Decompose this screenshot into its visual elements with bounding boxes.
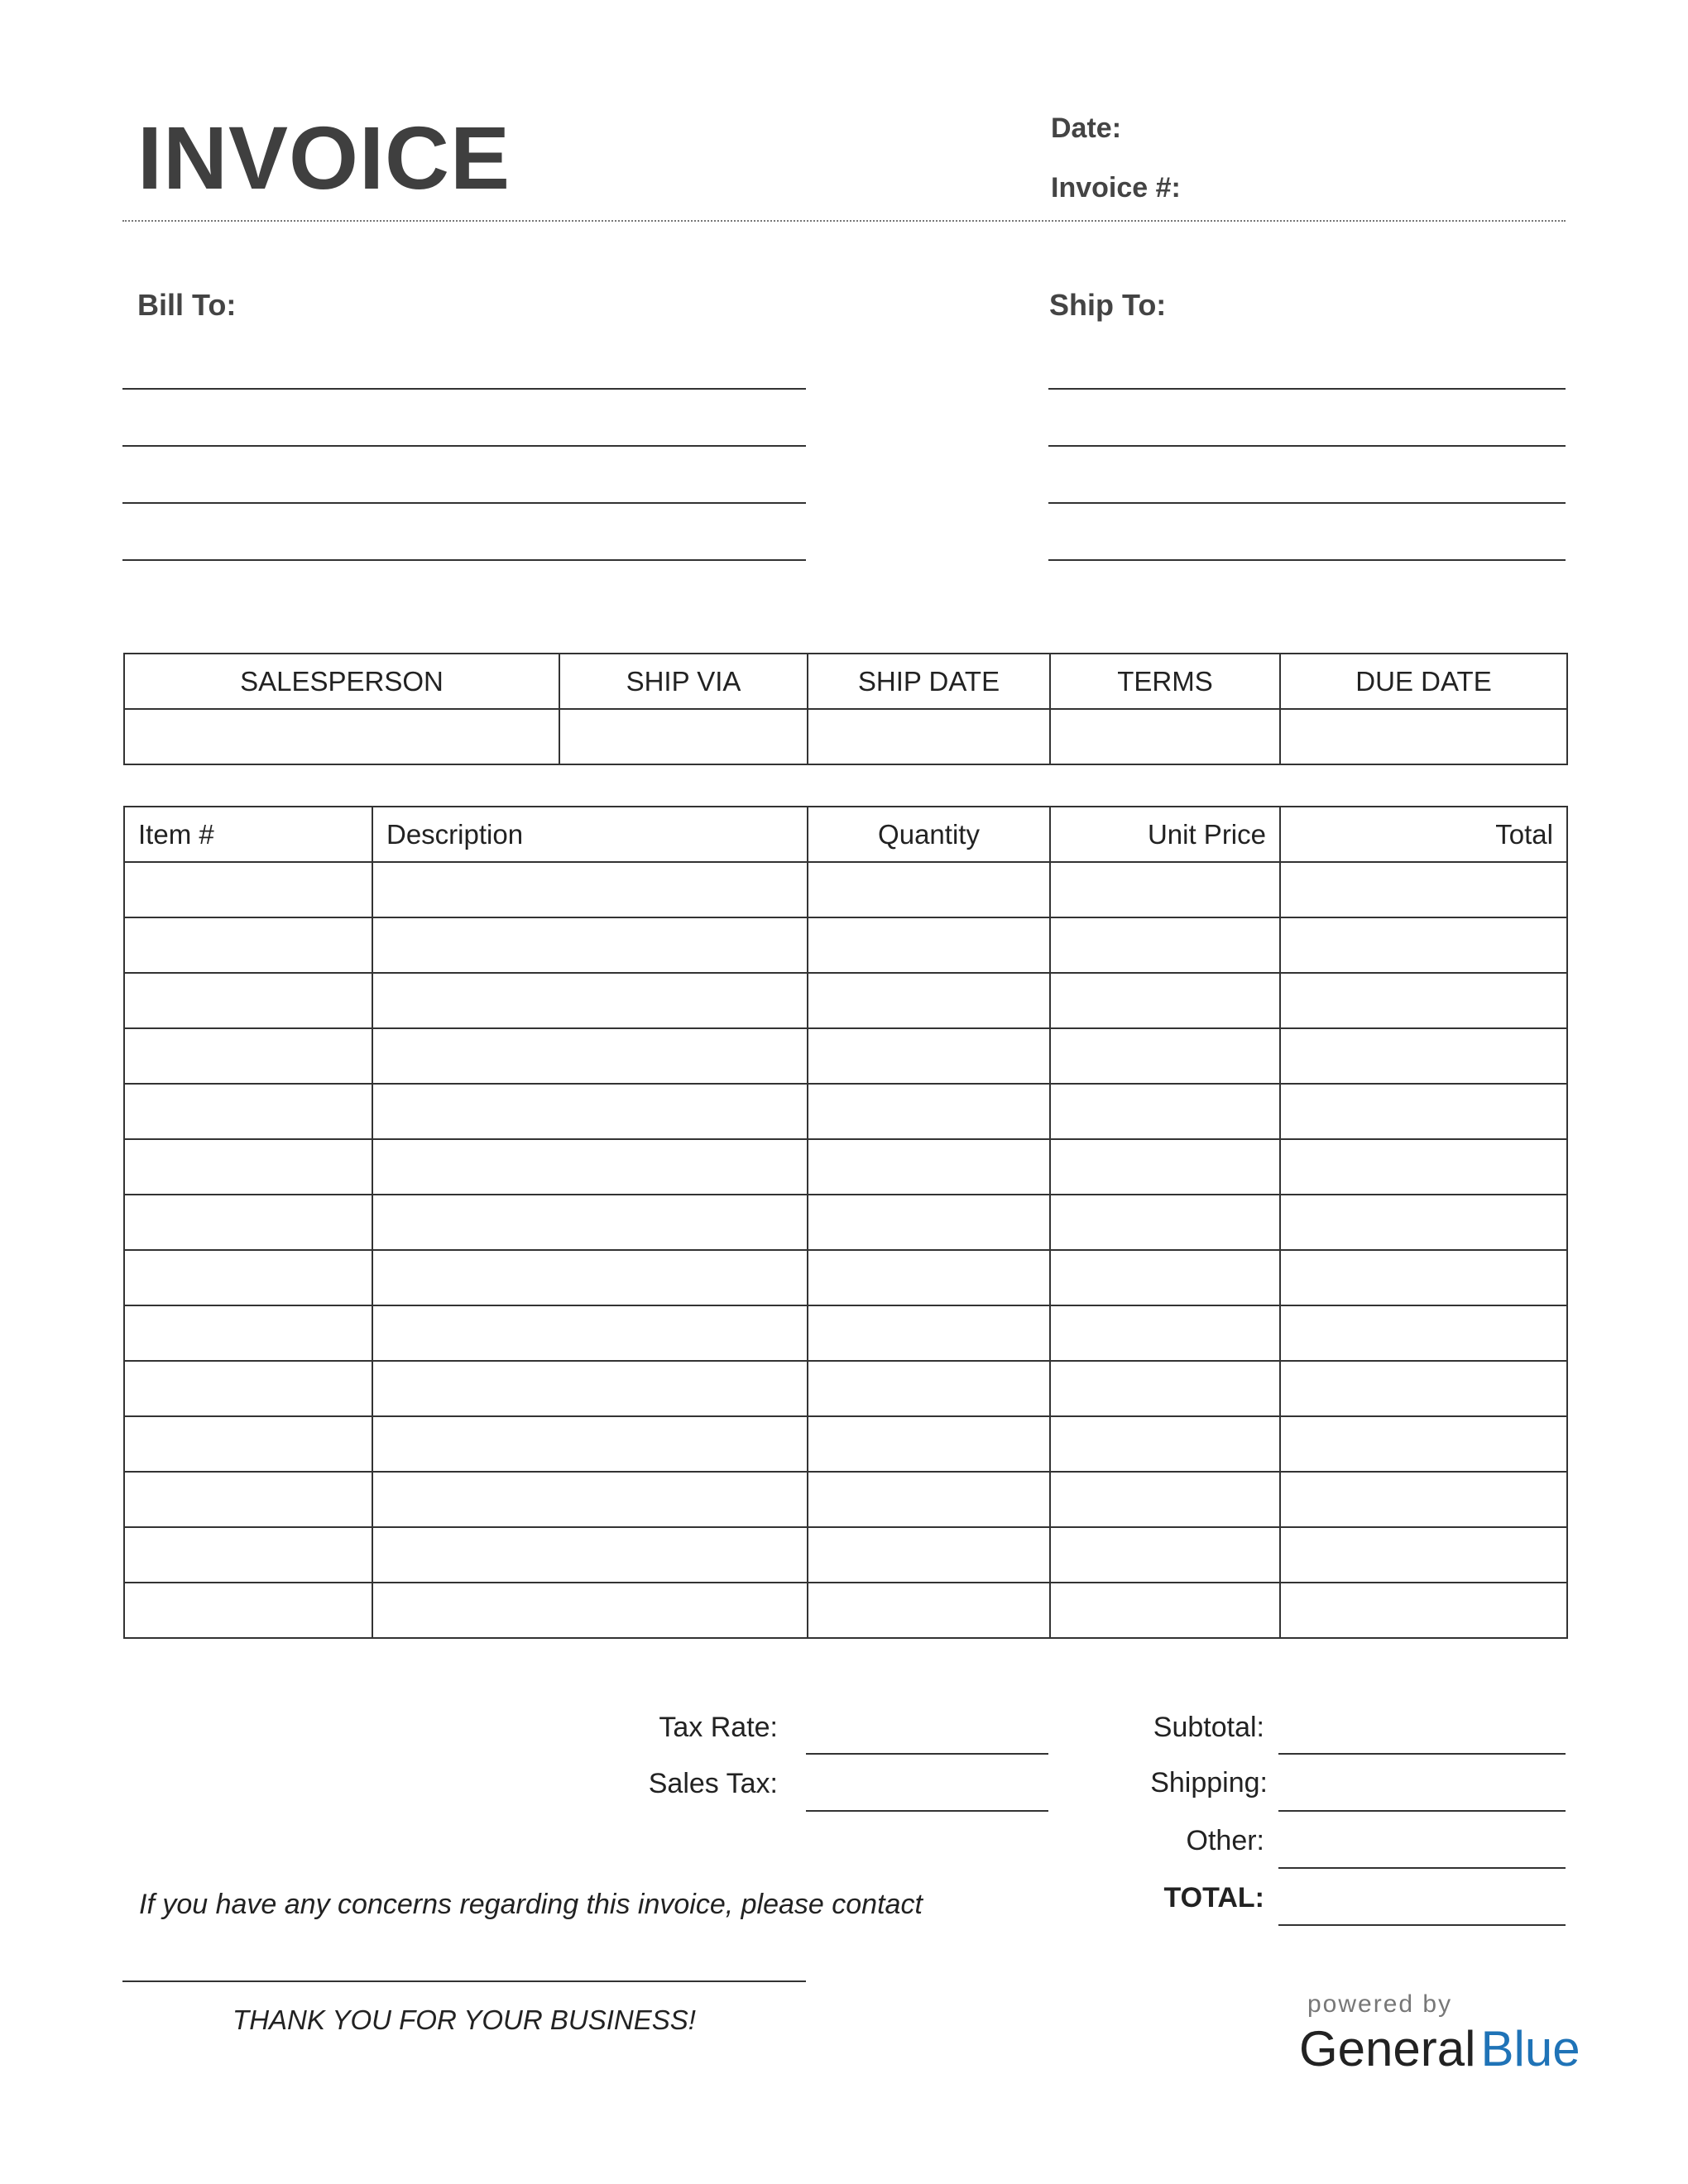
generalblue-logo[interactable] [1299,2020,1580,2077]
salesperson-header: SALESPERSON [124,654,559,709]
line-item-row [124,1583,1567,1638]
line-item-row [124,862,1567,917]
unit-price-cell[interactable] [1050,1084,1280,1139]
contact-line[interactable] [122,1980,806,1982]
total-cell[interactable] [1280,1250,1567,1305]
total-cell[interactable] [1280,1084,1567,1139]
invoice-number-label: Invoice #: [1051,172,1181,204]
line-item-row [124,1195,1567,1250]
item-number-cell[interactable] [124,1305,372,1361]
description-cell[interactable] [372,1527,808,1583]
item-number-cell[interactable] [124,1416,372,1472]
item-number-cell[interactable] [124,917,372,973]
item-number-cell[interactable] [124,1139,372,1195]
line-item-row [124,1250,1567,1305]
ship-to-line[interactable] [1048,502,1566,504]
description-cell[interactable] [372,1195,808,1250]
description-cell[interactable] [372,1084,808,1139]
bill-to-line[interactable] [122,388,806,390]
subtotal-field[interactable] [1278,1753,1566,1755]
quantity-cell[interactable] [808,1195,1050,1250]
unit-price-cell[interactable] [1050,1250,1280,1305]
quantity-cell[interactable] [808,1250,1050,1305]
line-item-row [124,1084,1567,1139]
description-cell[interactable] [372,1416,808,1472]
ship-date-cell[interactable] [808,709,1050,764]
description-cell[interactable] [372,1583,808,1638]
total-header: Total [1280,807,1567,862]
unit-price-cell[interactable] [1050,1472,1280,1527]
item-number-cell[interactable] [124,1527,372,1583]
unit-price-cell[interactable] [1050,1139,1280,1195]
line-item-row [124,1305,1567,1361]
description-header: Description [372,807,808,862]
line-item-row [124,1472,1567,1527]
line-items-table [123,806,1568,1639]
sales-tax-label: Sales Tax: [648,1768,778,1799]
description-cell[interactable] [372,1472,808,1527]
total-cell[interactable] [1280,1028,1567,1084]
ship-to-line[interactable] [1048,445,1566,447]
tax-rate-field[interactable] [806,1753,1048,1755]
total-cell[interactable] [1280,1195,1567,1250]
description-cell[interactable] [372,1250,808,1305]
ship-to-line[interactable] [1048,388,1566,390]
other-field[interactable] [1278,1867,1566,1869]
powered-by-text: powered by [1307,1990,1453,2018]
brand-name-general: General [1299,2021,1476,2076]
shipping-field[interactable] [1278,1810,1566,1812]
ship-to-label: Ship To: [1049,288,1167,322]
ship-date-header: SHIP DATE [808,654,1050,709]
item-number-cell[interactable] [124,1028,372,1084]
shipping-value-row [124,709,1567,764]
sales-tax-field[interactable] [806,1810,1048,1812]
line-item-row [124,1139,1567,1195]
grand-total-label: TOTAL: [1163,1882,1264,1913]
description-cell[interactable] [372,973,808,1028]
invoice-title: INVOICE [137,108,511,208]
terms-header: TERMS [1050,654,1280,709]
quantity-cell[interactable] [808,1583,1050,1638]
shipping-label: Shipping: [1150,1767,1268,1798]
ship-via-cell[interactable] [559,709,808,764]
unit-price-cell[interactable] [1050,973,1280,1028]
unit-price-cell[interactable] [1050,917,1280,973]
shipping-header-row [124,654,1567,709]
unit-price-cell[interactable] [1050,1527,1280,1583]
unit-price-cell[interactable] [1050,1416,1280,1472]
item-number-cell[interactable] [124,1250,372,1305]
ship-via-header: SHIP VIA [559,654,808,709]
quantity-cell[interactable] [808,1361,1050,1416]
quantity-cell[interactable] [808,1472,1050,1527]
quantity-cell[interactable] [808,1028,1050,1084]
quantity-cell[interactable] [808,1139,1050,1195]
total-cell[interactable] [1280,862,1567,917]
total-cell[interactable] [1280,1139,1567,1195]
line-item-row [124,1361,1567,1416]
description-cell[interactable] [372,1139,808,1195]
subtotal-label: Subtotal: [1153,1712,1264,1743]
thank-you-message: THANK YOU FOR YOUR BUSINESS! [233,2004,696,2035]
unit-price-cell[interactable] [1050,1028,1280,1084]
total-cell[interactable] [1280,1472,1567,1527]
quantity-cell[interactable] [808,862,1050,917]
due-date-cell[interactable] [1280,709,1567,764]
item-number-cell[interactable] [124,1361,372,1416]
description-cell[interactable] [372,1028,808,1084]
total-cell[interactable] [1280,1527,1567,1583]
contact-note: If you have any concerns regarding this invoice, please contact [139,1889,923,1920]
terms-cell[interactable] [1050,709,1280,764]
item-number-cell[interactable] [124,862,372,917]
line-item-row [124,1416,1567,1472]
item-number-header: Item # [124,807,372,862]
total-cell[interactable] [1280,917,1567,973]
item-number-cell[interactable] [124,1084,372,1139]
brand-name-blue: Blue [1480,2021,1580,2076]
bill-to-line[interactable] [122,559,806,561]
item-number-cell[interactable] [124,1583,372,1638]
ship-to-line[interactable] [1048,559,1566,561]
quantity-cell[interactable] [808,917,1050,973]
unit-price-cell[interactable] [1050,1583,1280,1638]
quantity-cell[interactable] [808,1527,1050,1583]
description-cell[interactable] [372,1361,808,1416]
items-header-row [124,807,1567,862]
other-label: Other: [1186,1825,1264,1856]
quantity-cell[interactable] [808,1416,1050,1472]
line-item-row [124,917,1567,973]
date-label: Date: [1051,113,1122,144]
total-cell[interactable] [1280,973,1567,1028]
total-cell[interactable] [1280,1361,1567,1416]
tax-rate-label: Tax Rate: [659,1712,778,1743]
line-item-row [124,1527,1567,1583]
total-cell[interactable] [1280,1416,1567,1472]
total-cell[interactable] [1280,1305,1567,1361]
quantity-cell[interactable] [808,1084,1050,1139]
description-cell[interactable] [372,917,808,973]
grand-total-field[interactable] [1278,1924,1566,1926]
header-divider [122,220,1566,222]
unit-price-cell[interactable] [1050,862,1280,917]
bill-to-line[interactable] [122,445,806,447]
quantity-cell[interactable] [808,1305,1050,1361]
description-cell[interactable] [372,1305,808,1361]
quantity-cell[interactable] [808,973,1050,1028]
line-item-row [124,973,1567,1028]
bill-to-label: Bill To: [137,288,237,322]
total-cell[interactable] [1280,1583,1567,1638]
item-number-cell[interactable] [124,1195,372,1250]
due-date-header: DUE DATE [1280,654,1567,709]
unit-price-cell[interactable] [1050,1195,1280,1250]
item-number-cell[interactable] [124,973,372,1028]
salesperson-cell[interactable] [124,709,559,764]
unit-price-cell[interactable] [1050,1361,1280,1416]
line-item-row [124,1028,1567,1084]
bill-to-line[interactable] [122,502,806,504]
unit-price-cell[interactable] [1050,1305,1280,1361]
item-number-cell[interactable] [124,1472,372,1527]
unit-price-header: Unit Price [1050,807,1280,862]
quantity-header: Quantity [808,807,1050,862]
shipping-info-table [123,653,1568,765]
description-cell[interactable] [372,862,808,917]
